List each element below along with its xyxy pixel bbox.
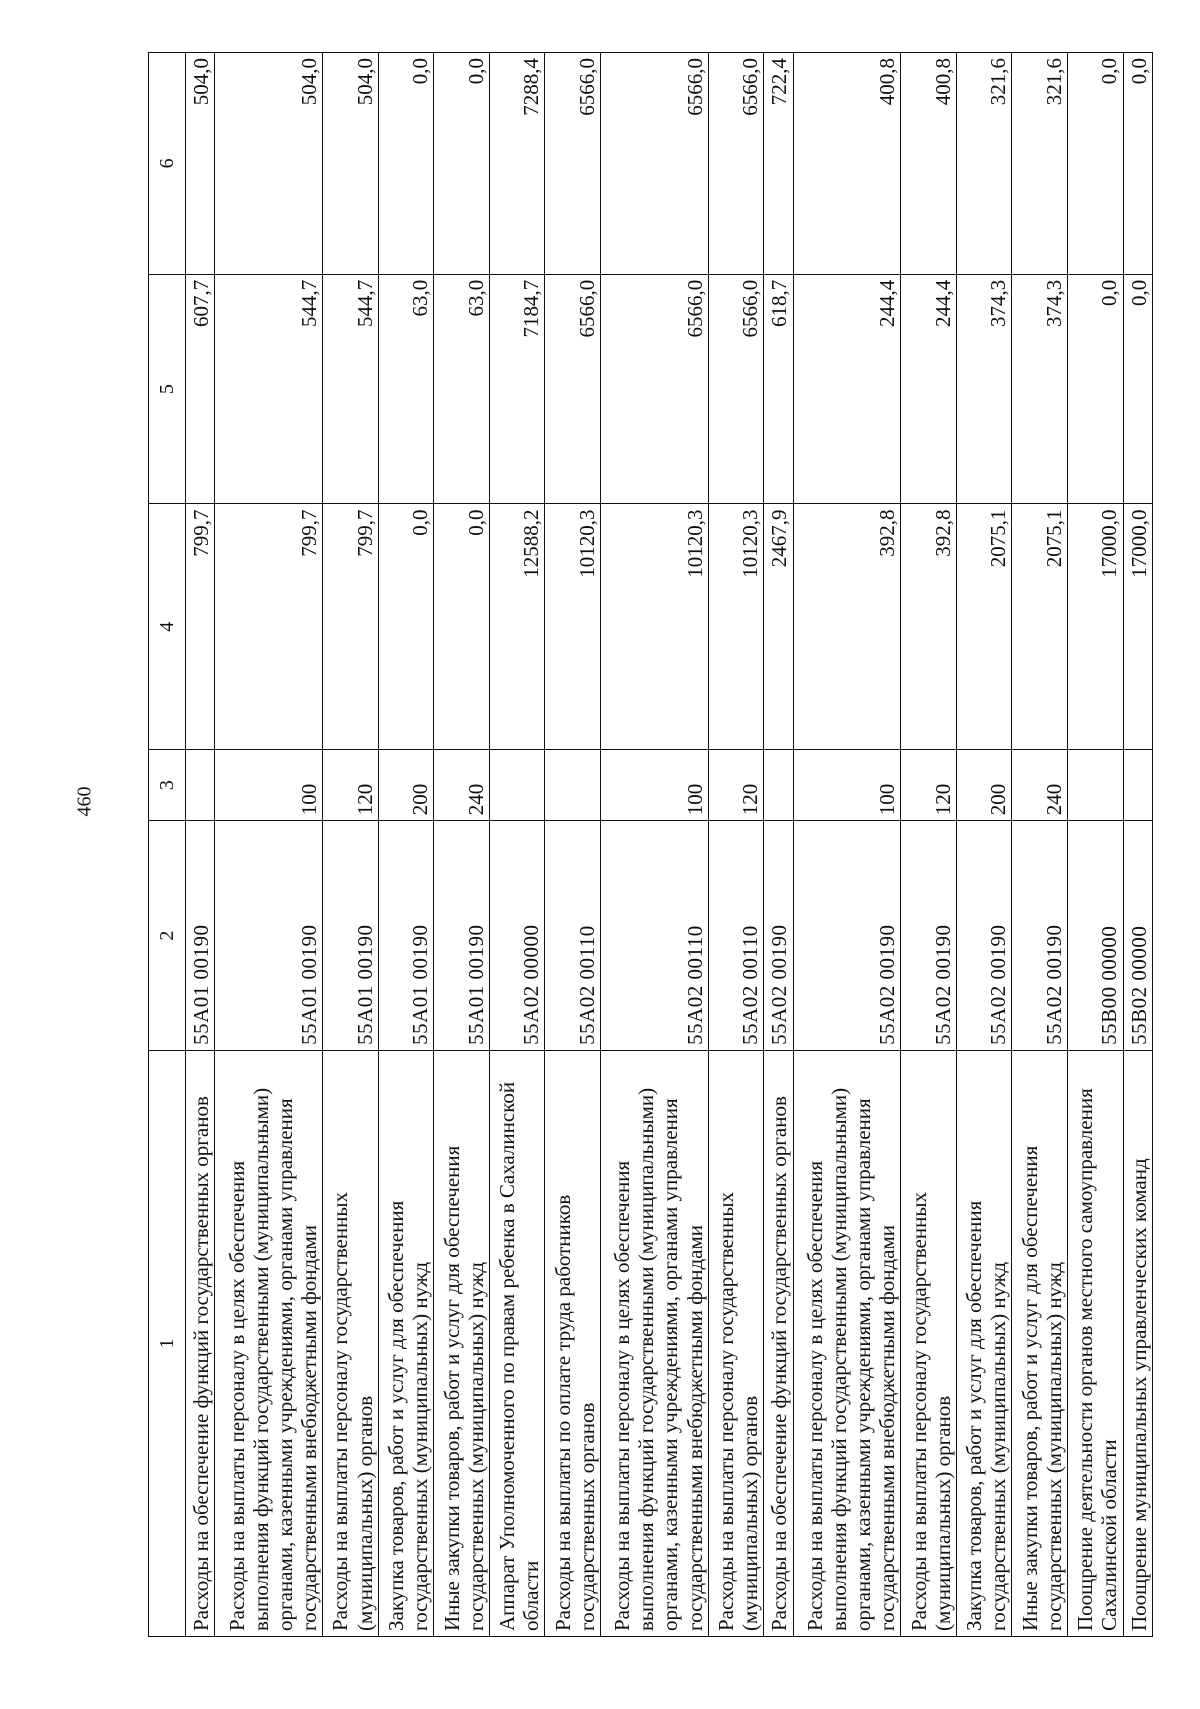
table-row	[956, 53, 1012, 1637]
row-name-cell: Расходы на выплаты персоналу в целях обеспечения выполнения функций государственными (муниципальными) органами, казенными учреждениями, органами управления государственными внебюджетными фондами	[600, 1050, 708, 1636]
header-cell: 5	[149, 274, 186, 504]
row-value-col6-cell: 0,0	[378, 53, 434, 275]
row-expense-type-cell	[186, 749, 215, 820]
header-cell: 2	[149, 821, 186, 1051]
row-value-col6-cell: 0,0	[1068, 53, 1124, 275]
row-value-col4-cell: 799,7	[215, 504, 323, 750]
header-cell: 4	[149, 504, 186, 750]
table-row	[1068, 53, 1124, 1637]
row-code-cell: 55А01 00190	[434, 821, 490, 1051]
row-code-cell: 55А02 00190	[764, 821, 793, 1051]
row-code-cell: 55А02 00110	[545, 821, 601, 1051]
row-name-cell: Поощрение деятельности органов местного самоуправления Сахалинской области	[1068, 1050, 1124, 1636]
row-value-col5-cell: 374,3	[1012, 274, 1068, 504]
row-value-col4-cell: 2467,9	[764, 504, 793, 750]
row-expense-type-cell: 240	[434, 749, 490, 820]
row-name-cell: Расходы на выплаты персоналу государственных (муниципальных) органов	[901, 1050, 957, 1636]
row-value-col6-cell: 504,0	[186, 53, 215, 275]
row-value-col4-cell: 12588,2	[489, 504, 545, 750]
row-expense-type-cell: 120	[901, 749, 957, 820]
row-name-cell: Поощрение муниципальных управленческих команд	[1123, 1050, 1152, 1636]
budget-table	[148, 52, 1153, 1637]
row-value-col6-cell: 504,0	[215, 53, 323, 275]
row-value-col6-cell: 400,8	[901, 53, 957, 275]
row-name-cell: Расходы на выплаты персоналу государственных (муниципальных) органов	[708, 1050, 764, 1636]
row-expense-type-cell: 240	[1012, 749, 1068, 820]
table-row	[434, 53, 490, 1637]
row-value-col5-cell: 244,4	[901, 274, 957, 504]
table-row	[545, 53, 601, 1637]
row-value-col5-cell: 6566,0	[600, 274, 708, 504]
row-value-col4-cell: 2075,1	[1012, 504, 1068, 750]
table-row	[1012, 53, 1068, 1637]
row-value-col5-cell: 374,3	[956, 274, 1012, 504]
table-row	[708, 53, 764, 1637]
row-value-col5-cell: 0,0	[1068, 274, 1124, 504]
row-name-cell: Иные закупки товаров, работ и услуг для обеспечения государственных (муниципальных) нужд	[1012, 1050, 1068, 1636]
row-value-col4-cell: 799,7	[323, 504, 379, 750]
row-expense-type-cell: 100	[793, 749, 901, 820]
row-value-col4-cell: 392,8	[901, 504, 957, 750]
table-row	[1123, 53, 1152, 1637]
table-row	[378, 53, 434, 1637]
row-value-col6-cell: 6566,0	[600, 53, 708, 275]
row-expense-type-cell	[489, 749, 545, 820]
row-code-cell: 55А02 00190	[956, 821, 1012, 1051]
row-code-cell: 55В02 00000	[1123, 821, 1152, 1051]
row-value-col6-cell: 722,4	[764, 53, 793, 275]
page-number: 460	[73, 786, 96, 817]
row-name-cell: Расходы на выплаты по оплате труда работников государственных органов	[545, 1050, 601, 1636]
row-value-col5-cell: 7184,7	[489, 274, 545, 504]
row-value-col4-cell: 17000,0	[1123, 504, 1152, 750]
budget-table-body	[149, 53, 1153, 1637]
row-value-col5-cell: 544,7	[215, 274, 323, 504]
table-row	[215, 53, 323, 1637]
row-value-col5-cell: 618,7	[764, 274, 793, 504]
row-name-cell: Расходы на выплаты персоналу государственных (муниципальных) органов	[323, 1050, 379, 1636]
table-row	[323, 53, 379, 1637]
table-row	[600, 53, 708, 1637]
row-value-col6-cell: 321,6	[1012, 53, 1068, 275]
row-expense-type-cell: 100	[215, 749, 323, 820]
row-code-cell: 55А01 00190	[186, 821, 215, 1051]
row-value-col6-cell: 6566,0	[545, 53, 601, 275]
row-code-cell: 55А02 00190	[1012, 821, 1068, 1051]
table-row	[764, 53, 793, 1637]
row-code-cell: 55А02 00110	[600, 821, 708, 1051]
row-name-cell: Иные закупки товаров, работ и услуг для обеспечения государственных (муниципальных) нужд	[434, 1050, 490, 1636]
row-value-col6-cell: 6566,0	[708, 53, 764, 275]
row-value-col4-cell: 17000,0	[1068, 504, 1124, 750]
row-code-cell: 55А02 00190	[793, 821, 901, 1051]
row-code-cell: 55А02 00000	[489, 821, 545, 1051]
row-value-col5-cell: 63,0	[378, 274, 434, 504]
row-name-cell: Расходы на выплаты персоналу в целях обеспечения выполнения функций государственными (муниципальными) органами, казенными учреждениями, органами управления государственными внебюджетными фондами	[793, 1050, 901, 1636]
row-expense-type-cell: 100	[600, 749, 708, 820]
row-value-col5-cell: 6566,0	[545, 274, 601, 504]
row-name-cell: Закупка товаров, работ и услуг для обеспечения государственных (муниципальных) нужд	[378, 1050, 434, 1636]
row-code-cell: 55А01 00190	[378, 821, 434, 1051]
row-value-col4-cell: 0,0	[434, 504, 490, 750]
header-cell: 6	[149, 53, 186, 275]
table-row	[793, 53, 901, 1637]
budget-table-sheet	[148, 52, 1153, 1637]
row-name-cell: Закупка товаров, работ и услуг для обеспечения государственных (муниципальных) нужд	[956, 1050, 1012, 1636]
row-value-col4-cell: 0,0	[378, 504, 434, 750]
row-value-col6-cell: 504,0	[323, 53, 379, 275]
row-code-cell: 55А01 00190	[215, 821, 323, 1051]
row-code-cell: 55А02 00110	[708, 821, 764, 1051]
row-name-cell: Расходы на выплаты персоналу в целях обеспечения выполнения функций государственными (муниципальными) органами, казенными учреждениями, органами управления государственными внебюджетными фондами	[215, 1050, 323, 1636]
row-value-col4-cell: 10120,3	[545, 504, 601, 750]
header-cell: 3	[149, 749, 186, 820]
row-expense-type-cell	[764, 749, 793, 820]
row-expense-type-cell: 200	[378, 749, 434, 820]
row-value-col6-cell: 321,6	[956, 53, 1012, 275]
row-expense-type-cell: 120	[323, 749, 379, 820]
row-value-col4-cell: 392,8	[793, 504, 901, 750]
row-value-col4-cell: 10120,3	[600, 504, 708, 750]
row-value-col5-cell: 544,7	[323, 274, 379, 504]
row-code-cell: 55А01 00190	[323, 821, 379, 1051]
row-value-col4-cell: 799,7	[186, 504, 215, 750]
row-value-col5-cell: 6566,0	[708, 274, 764, 504]
row-expense-type-cell	[1123, 749, 1152, 820]
row-value-col5-cell: 0,0	[1123, 274, 1152, 504]
table-header-row	[149, 53, 186, 1637]
table-row	[901, 53, 957, 1637]
row-value-col4-cell: 10120,3	[708, 504, 764, 750]
row-value-col5-cell: 607,7	[186, 274, 215, 504]
row-value-col5-cell: 63,0	[434, 274, 490, 504]
row-expense-type-cell: 200	[956, 749, 1012, 820]
row-name-cell: Расходы на обеспечение функций государственных органов	[186, 1050, 215, 1636]
row-value-col4-cell: 2075,1	[956, 504, 1012, 750]
row-value-col5-cell: 244,4	[793, 274, 901, 504]
row-name-cell: Аппарат Уполномоченного по правам ребенка в Сахалинской области	[489, 1050, 545, 1636]
header-cell: 1	[149, 1050, 186, 1636]
row-name-cell: Расходы на обеспечение функций государственных органов	[764, 1050, 793, 1636]
row-value-col6-cell: 0,0	[434, 53, 490, 275]
row-expense-type-cell	[1068, 749, 1124, 820]
row-value-col6-cell: 400,8	[793, 53, 901, 275]
row-value-col6-cell: 0,0	[1123, 53, 1152, 275]
table-row	[186, 53, 215, 1637]
row-expense-type-cell: 120	[708, 749, 764, 820]
row-code-cell: 55В00 00000	[1068, 821, 1124, 1051]
row-expense-type-cell	[545, 749, 601, 820]
table-row	[489, 53, 545, 1637]
row-value-col6-cell: 7288,4	[489, 53, 545, 275]
row-code-cell: 55А02 00190	[901, 821, 957, 1051]
